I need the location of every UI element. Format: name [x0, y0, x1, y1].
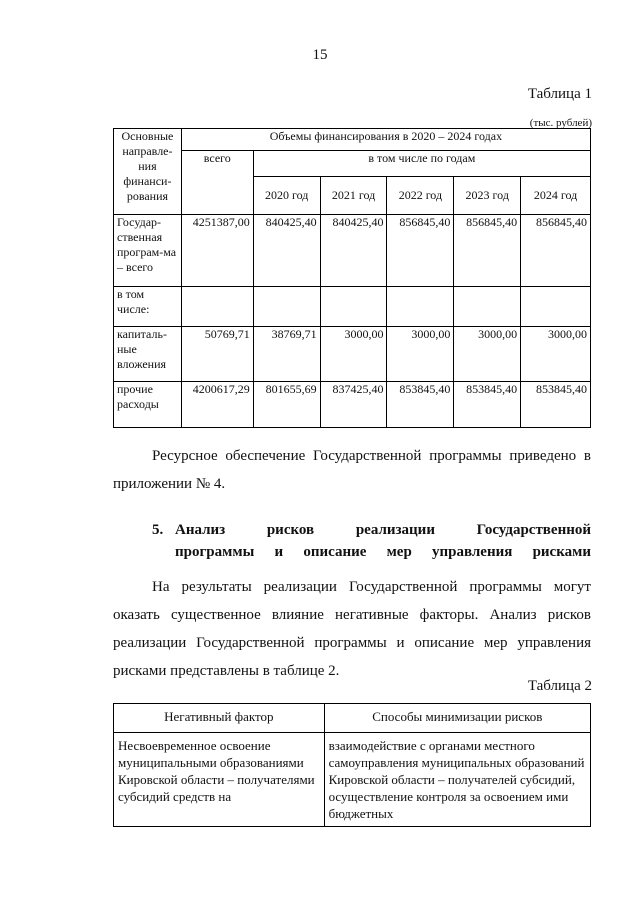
table-row: [114, 215, 591, 287]
heading-word: Анализ: [175, 522, 226, 538]
row-label: в том числе:: [114, 287, 182, 327]
header-total: всего: [181, 151, 253, 215]
header-year: 2021 год: [320, 177, 387, 215]
heading-word: и: [274, 544, 284, 560]
heading-word: реализации: [355, 522, 435, 538]
row-value: 840425,40: [320, 215, 387, 287]
paragraph-line: Ресурсное обеспечение Государственной программы приведено в: [152, 448, 591, 464]
row-value: 853845,40: [454, 382, 521, 428]
row-total: 50769,71: [181, 327, 253, 382]
paragraph-line: рисками представлены в таблице 2.: [113, 663, 340, 679]
row-value: 38769,71: [253, 327, 320, 382]
table-row: [114, 287, 591, 327]
paragraph-line: приложении № 4.: [113, 476, 226, 492]
heading-word: рисками: [532, 544, 591, 560]
row-value: 3000,00: [521, 327, 591, 382]
paragraph-resources: [113, 442, 591, 498]
row-value: 853845,40: [521, 382, 591, 428]
table-row: [114, 382, 591, 428]
heading-word: программы: [175, 544, 255, 560]
row-value: [454, 287, 521, 327]
row-label: капиталь-ные вложения: [114, 327, 182, 382]
header-by-years: в том числе по годам: [253, 151, 590, 177]
header-year: 2023 год: [454, 177, 521, 215]
row-value: 3000,00: [320, 327, 387, 382]
row-label: Государ-ственная програм-ма – всего: [114, 215, 182, 287]
row-value: [320, 287, 387, 327]
row-value: 856845,40: [387, 215, 454, 287]
row-value: [253, 287, 320, 327]
row-value: 853845,40: [387, 382, 454, 428]
heading-word: рисков: [266, 522, 315, 538]
row-value: [387, 287, 454, 327]
header-year: 2020 год: [253, 177, 320, 215]
financing-table: [113, 128, 591, 428]
page-number: 15: [312, 47, 328, 63]
row-value: 801655,69: [253, 382, 320, 428]
header-directions: Основные направле-ния финанси-рования: [114, 129, 182, 215]
row-value: 837425,40: [320, 382, 387, 428]
header-volumes: Объемы финансирования в 2020 – 2024 годах: [181, 129, 590, 151]
table2-caption: Таблица 2: [527, 678, 592, 694]
row-total: [181, 287, 253, 327]
table1-caption: Таблица 1: [527, 86, 592, 102]
heading-word: управления: [432, 544, 513, 560]
section-number: 5.: [152, 522, 164, 538]
row-total: 4251387,00: [181, 215, 253, 287]
paragraph-line: реализации Государственной программы и описание мер управления: [113, 635, 591, 651]
header-minimization-methods: Способы минимизации рисков: [324, 704, 590, 733]
header-year: 2022 год: [387, 177, 454, 215]
table-row: [114, 733, 591, 827]
section-heading: [175, 519, 591, 563]
risk-method-cell: взаимодействие с органами местного самоуправления муниципальных образований Кировской области – получателей субсидий, осуществление контроля за освоением ими бюджетных: [324, 733, 590, 827]
row-value: 3000,00: [454, 327, 521, 382]
table-row: [114, 327, 591, 382]
heading-word: описание: [303, 544, 367, 560]
row-total: 4200617,29: [181, 382, 253, 428]
paragraph-line: На результаты реализации Государственной программы могут: [152, 579, 591, 595]
risk-factor-cell: Несвоевременное освоение муниципальными образованиями Кировской области – получателями субсидий средств на: [114, 733, 325, 827]
heading-word: Государственной: [476, 522, 591, 538]
row-label: прочие расходы: [114, 382, 182, 428]
row-value: [521, 287, 591, 327]
row-value: 3000,00: [387, 327, 454, 382]
table1-units: (тыс. рублей): [529, 117, 592, 129]
row-value: 840425,40: [253, 215, 320, 287]
row-value: 856845,40: [521, 215, 591, 287]
risks-table: [113, 703, 591, 827]
paragraph-risks: [113, 573, 591, 685]
header-negative-factor: Негативный фактор: [114, 704, 325, 733]
heading-word: мер: [386, 544, 412, 560]
header-year: 2024 год: [521, 177, 591, 215]
paragraph-line: оказать существенное влияние негативные факторы. Анализ рисков: [113, 607, 591, 623]
row-value: 856845,40: [454, 215, 521, 287]
